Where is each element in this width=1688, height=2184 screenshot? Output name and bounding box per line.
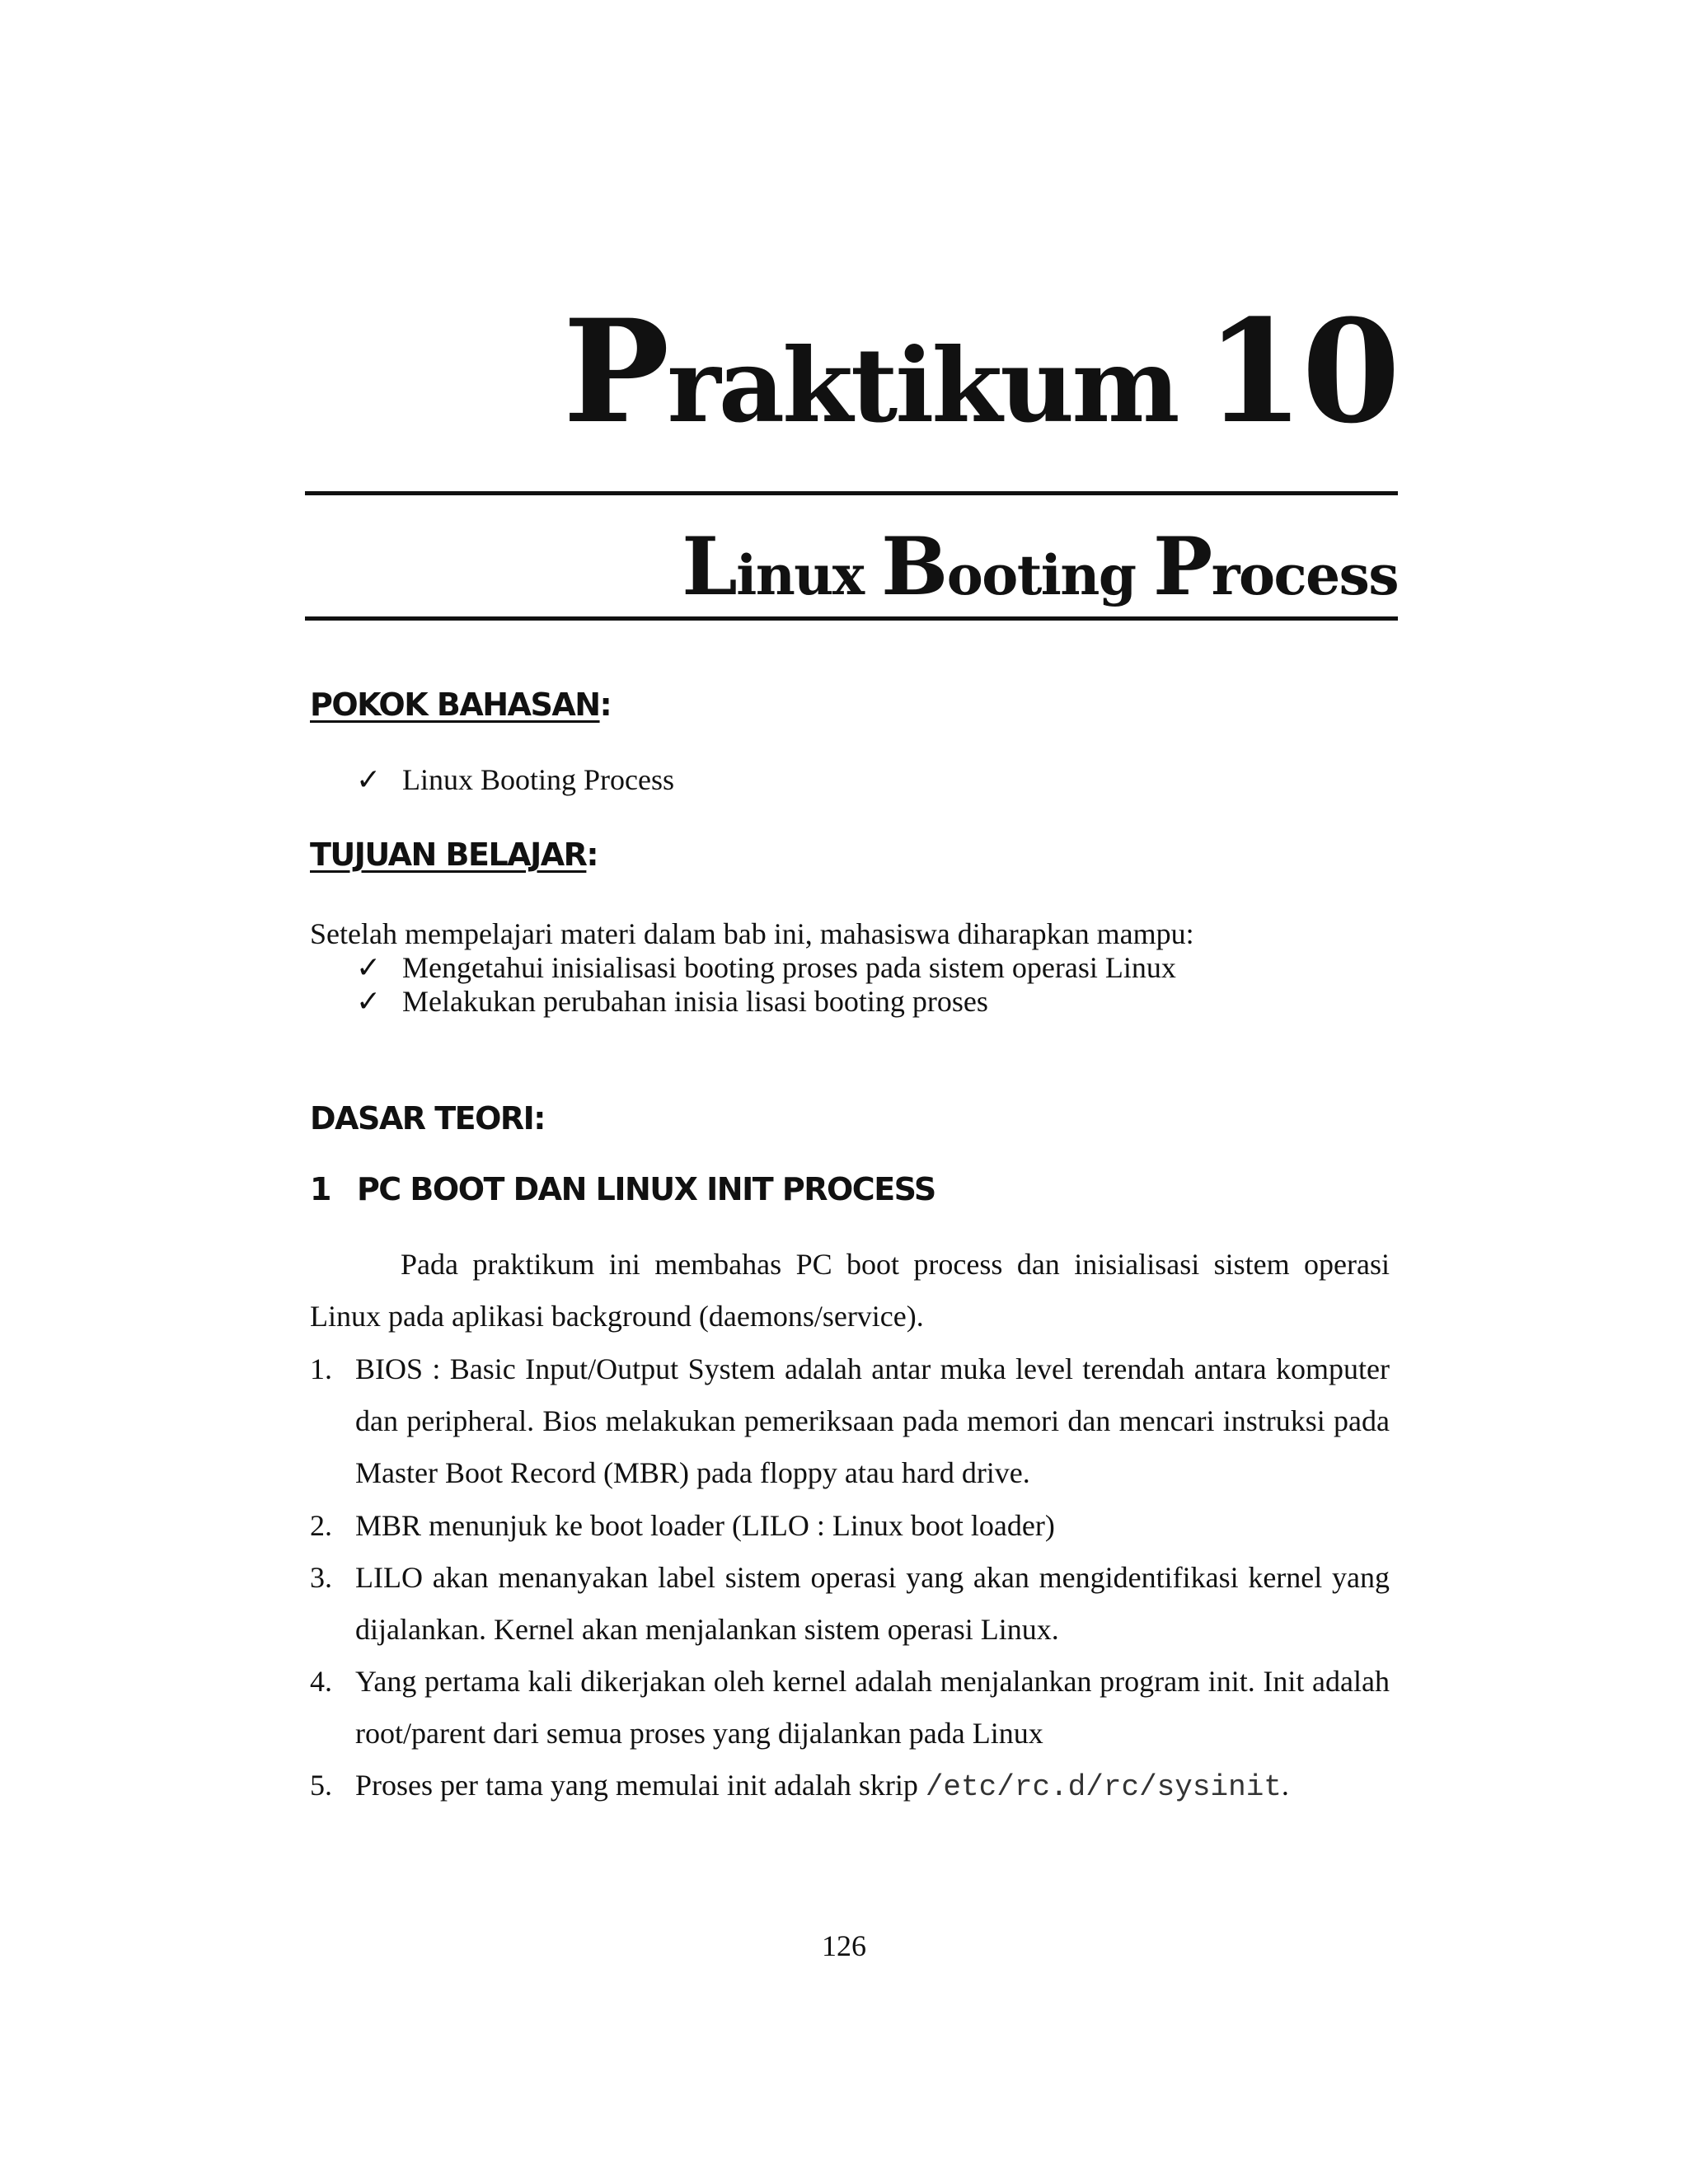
intro-text: Pada praktikum ini membahas PC boot process dan inisialisasi sistem operasi Linux pada aplikasi background (daemons/service). [310, 1248, 1390, 1333]
list-item-text: Linux Booting Process [402, 763, 674, 796]
bottom-rule [305, 616, 1398, 621]
subtitle-word-1: inux [736, 543, 864, 607]
tujuan-item-1 [356, 950, 1176, 986]
step-body [355, 1760, 1390, 1813]
boot-step-4 [310, 1656, 1390, 1760]
boot-step-3 [310, 1552, 1390, 1656]
pokok-bahasan-item [356, 762, 674, 798]
chapter-number: 10 [1205, 288, 1398, 455]
pokok-bahasan-label: POKOK BAHASAN [310, 687, 600, 723]
subtitle-word-3: rocess [1211, 543, 1398, 607]
page-number: 126 [822, 1929, 866, 1962]
subsection-number: 1 [310, 1171, 331, 1207]
intro-paragraph [310, 1239, 1390, 1343]
subtitle-word-2: ooting [946, 543, 1136, 607]
pokok-bahasan-heading [310, 687, 612, 723]
step-text: Yang pertama kali dikerjakan oleh kernel adalah menjalankan program init. Init adalah root/parent dari semua proses yang dijalankan pada Linux [355, 1665, 1390, 1750]
step-text: LILO akan menanyakan label sistem operasi yang akan mengidentifikasi kernel yang dijalankan. Kernel akan menjalankan sistem operasi Linux. [355, 1561, 1390, 1646]
chapter-title-initial: P [563, 288, 668, 455]
subtitle-cap-2: B [881, 520, 947, 613]
step-text: Proses per tama yang memulai init adalah skrip [355, 1769, 918, 1802]
step-end: . [1281, 1769, 1289, 1802]
pokok-bahasan-colon: : [599, 687, 612, 723]
subsection-heading [310, 1171, 935, 1207]
subtitle-cap-1: L [682, 520, 737, 613]
chapter-title [563, 288, 1398, 455]
step-number: 1. [310, 1352, 332, 1385]
tujuan-belajar-label: TUJUAN BELAJAR [310, 837, 587, 873]
subsection-title: PC BOOT DAN LINUX INIT PROCESS [356, 1171, 935, 1207]
boot-step-1 [310, 1343, 1390, 1499]
step-number: 2. [310, 1509, 332, 1542]
tujuan-belajar-colon: : [586, 837, 598, 873]
top-rule [305, 491, 1398, 495]
step-number: 4. [310, 1665, 332, 1698]
tujuan-item-2 [356, 984, 988, 1019]
file-path: /etc/rc.d/rc/sysinit [925, 1770, 1282, 1804]
step-text: BIOS : Basic Input/Output System adalah antar muka level terendah antara komputer dan peripheral. Bios melakukan pemeriksaan pada memori dan mencari instruksi pada Master Boot Record (MBR) pada floppy atau hard drive. [355, 1352, 1390, 1489]
tujuan-belajar-intro: Setelah mempelajari materi dalam bab ini, mahasiswa diharapkan mampu: [310, 917, 1194, 950]
boot-step-2 [310, 1500, 1390, 1552]
step-number: 5. [310, 1769, 332, 1802]
check-icon: ✓ [356, 951, 382, 984]
step-number: 3. [310, 1561, 332, 1594]
boot-step-5 [310, 1760, 1390, 1813]
check-icon: ✓ [356, 763, 382, 796]
subtitle-cap-3: P [1153, 520, 1212, 613]
dasar-teori-heading: DASAR TEORI: [310, 1100, 545, 1137]
chapter-subtitle [682, 520, 1398, 613]
tujuan-belajar-heading [310, 837, 598, 873]
step-text: MBR menunjuk ke boot loader (LILO : Linux boot loader) [355, 1509, 1055, 1542]
list-item-text: Melakukan perubahan inisia lisasi booting proses [402, 985, 988, 1018]
list-item-text: Mengetahui inisialisasi booting proses pada sistem operasi Linux [402, 951, 1176, 984]
chapter-title-rest: raktikum [667, 326, 1178, 446]
check-icon: ✓ [356, 985, 382, 1018]
